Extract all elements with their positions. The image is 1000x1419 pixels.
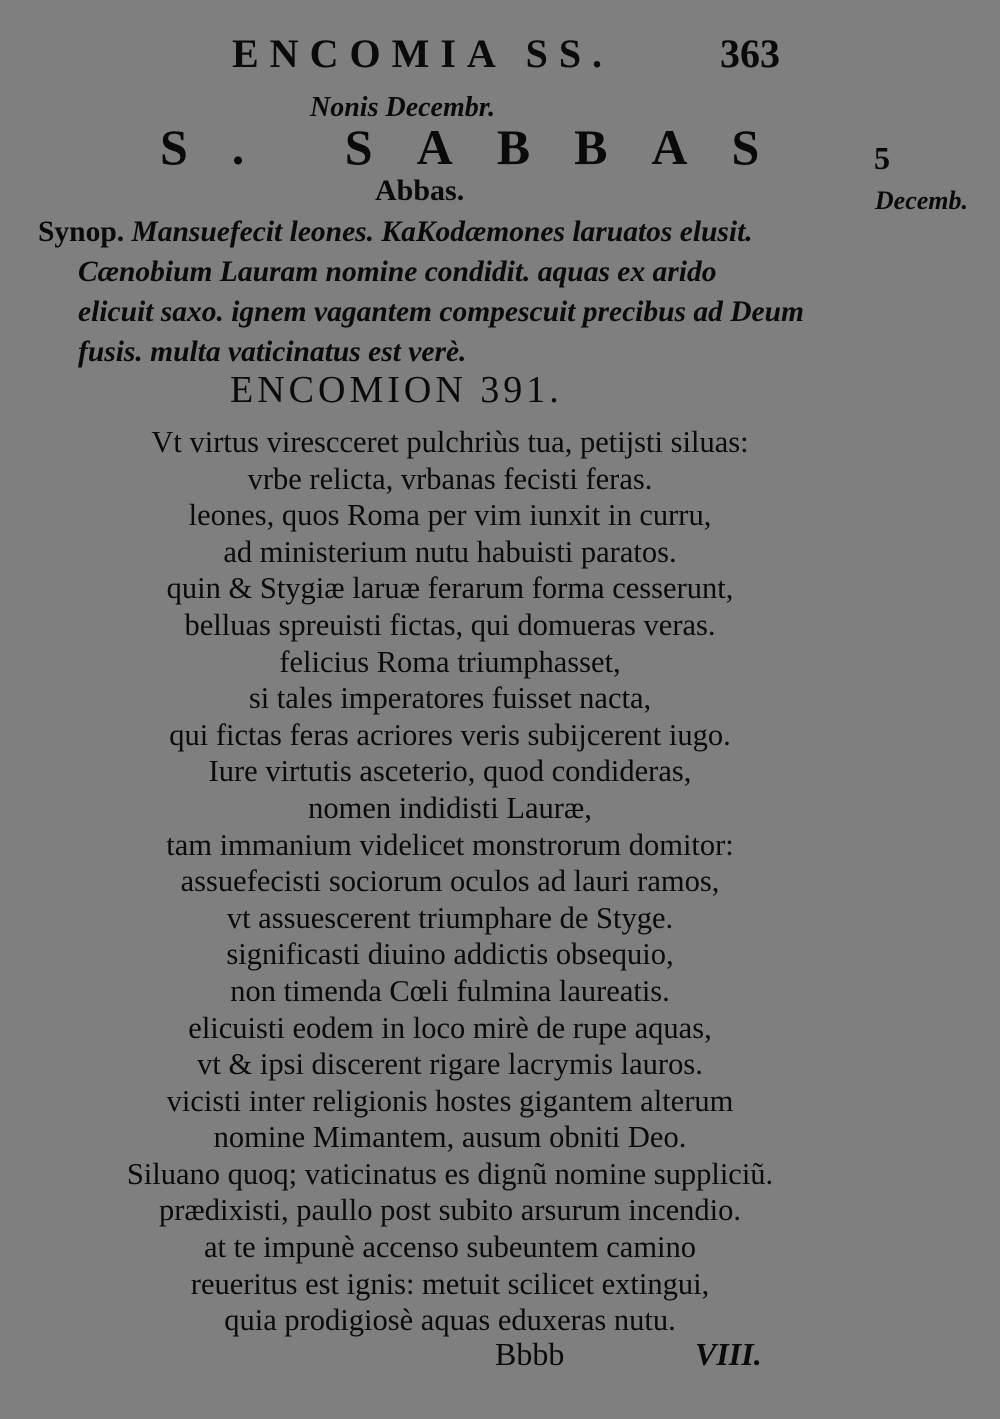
feast-date: Nonis Decembr.	[310, 92, 496, 123]
poem-verse: assuefecisti sociorum oculos ad lauri ramos,	[180, 864, 720, 899]
poem-verse: vt & ipsi discerent rigare lacrymis lauros.	[197, 1047, 703, 1082]
synopsis-line: Synop. Mansuefecit leones. KaKodæmones laruatos elusit.	[38, 216, 753, 248]
poem-verse: Iure virtutis asceterio, quod condideras,	[208, 754, 692, 789]
synopsis-label: Synop.	[38, 216, 125, 248]
poem-verse: felicius Roma triumphasset,	[279, 644, 621, 679]
margin-day-number: 5	[874, 140, 890, 176]
synopsis-line: fusis. multa vaticinatus est verè.	[78, 336, 467, 368]
poem-verse: Siluano quoq; vaticinatus es dignũ nomine suppliciũ.	[126, 1156, 774, 1191]
poem-verse: quin & Stygiæ laruæ ferarum forma cesserunt,	[166, 571, 734, 606]
synopsis-line: elicuit saxo. ignem vagantem compescuit precibus ad Deum	[78, 296, 804, 328]
poem-verse: at te impunè accenso subeuntem camino	[203, 1230, 697, 1265]
signature-mark: VIII.	[695, 1336, 762, 1372]
poem-verse: si tales imperatores fuisset nacta,	[248, 681, 652, 716]
poem-verse: Vt virtus virescceret pulchriùs tua, petijsti siluas:	[151, 425, 749, 459]
poem-verse: quia prodigiosè aquas eduxeras nutu.	[224, 1303, 676, 1338]
page-number: 363	[720, 31, 780, 76]
poem-verse: vicisti inter religionis hostes gigantem alterum	[166, 1083, 734, 1118]
encomion-heading: ENCOMION 391.	[230, 369, 563, 411]
synopsis	[38, 212, 828, 372]
poem-verse: non timenda Cœli fulmina laureatis.	[230, 973, 670, 1008]
poem-verse: vt assuescerent triumphare de Styge.	[226, 900, 674, 935]
synopsis-line: Cænobium Lauram nomine condidit. aquas ex arido	[78, 256, 717, 288]
saint-title: Abbas.	[375, 174, 465, 207]
poem-verse: nomine Mimantem, ausum obniti Deo.	[213, 1120, 687, 1155]
poem-verse: belluas spreuisti fictas, qui domueras veras.	[184, 607, 716, 642]
poem-verse: leones, quos Roma per vim iunxit in curru,	[188, 498, 712, 533]
poem	[60, 424, 840, 1339]
poem-verse: nomen indidisti Lauræ,	[308, 790, 592, 825]
catchword: Bbbb	[495, 1336, 565, 1372]
poem-verse: vrbe relicta, vrbanas fecisti feras.	[247, 461, 653, 496]
poem-verse: tam immanium videlicet monstrorum domitor:	[166, 827, 734, 862]
poem-verse: reueritus est ignis: metuit scilicet extingui,	[190, 1266, 710, 1301]
running-title: ENCOMIA SS.	[232, 31, 614, 76]
poem-verse: ad ministerium nutu habuisti paratos.	[223, 534, 677, 569]
poem-verse: significasti diuino addictis obsequio,	[226, 937, 674, 972]
poem-verse: elicuisti eodem in loco mirè de rupe aquas,	[188, 1010, 712, 1045]
margin-month: Decemb.	[874, 186, 968, 215]
saint-name-heading: S. SABBAS	[160, 119, 804, 175]
poem-verse: prædixisti, paullo post subito arsurum incendio.	[158, 1193, 741, 1228]
poem-verse: qui fictas feras acriores veris subijcerent iugo.	[169, 717, 731, 752]
